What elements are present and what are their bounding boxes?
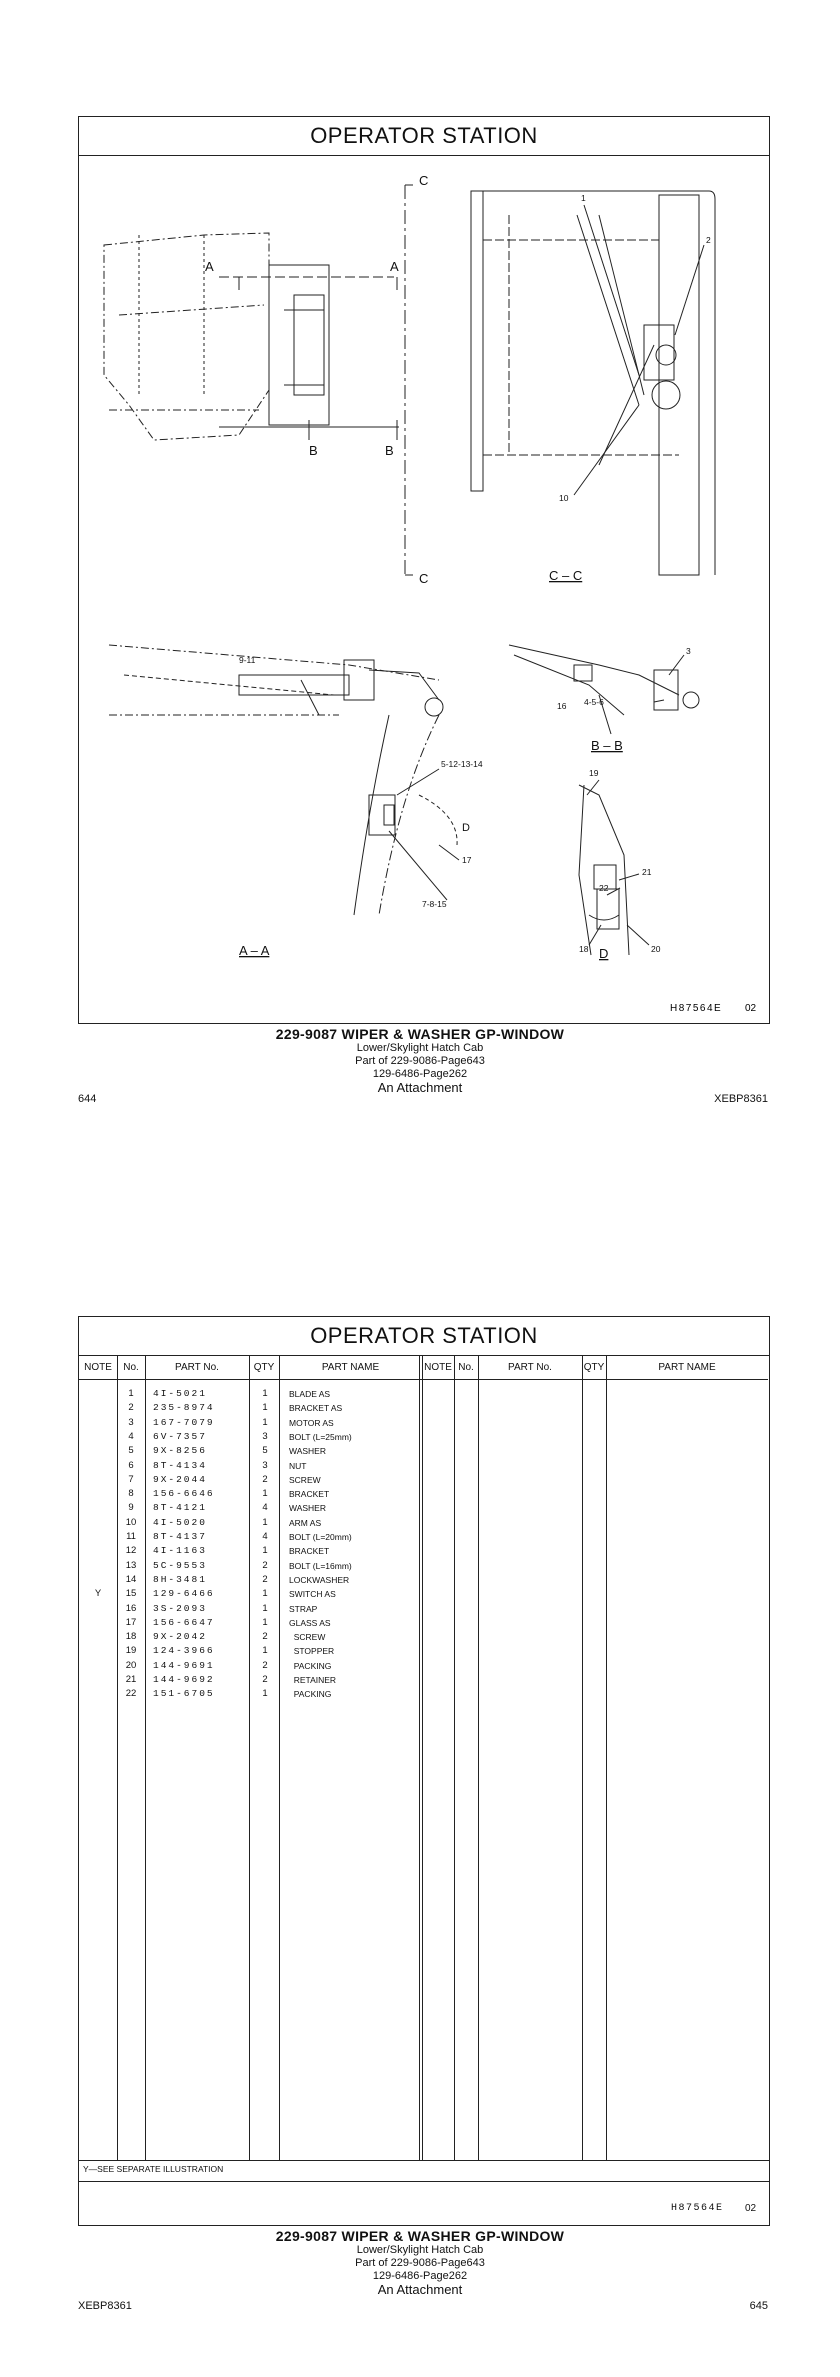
cell-name: BRACKET — [289, 1546, 330, 1557]
cell-note: Y — [94, 1588, 102, 1600]
figure-caption — [0, 2229, 840, 2296]
caption-line: 129-6486-Page262 — [372, 2270, 468, 2282]
cell-name: MOTOR AS — [289, 1417, 334, 1428]
cell-name: BRACKET AS — [289, 1403, 343, 1414]
cell-part: 144-9691 — [153, 1659, 215, 1671]
cell-no: 4 — [128, 1430, 134, 1442]
page-number: 645 — [749, 2300, 768, 2312]
section-b-b-view — [509, 645, 699, 715]
page-number: 644 — [78, 1093, 97, 1105]
table-row — [79, 1659, 419, 1673]
figure-code: H87564E — [670, 1003, 723, 1014]
col-header-no: No. — [117, 1355, 145, 1380]
table-row — [79, 1387, 419, 1401]
cell-name: SCREW — [289, 1474, 321, 1485]
callout-label: 22 — [599, 883, 609, 893]
cc-view-label: C – C — [549, 568, 583, 583]
cell-qty: 1 — [262, 1602, 268, 1614]
column-divider — [582, 1355, 583, 2160]
cell-qty: 1 — [262, 1688, 268, 1700]
cell-no: 21 — [125, 1674, 137, 1685]
table-row — [79, 1644, 419, 1658]
cell-name: LOCKWASHER — [289, 1574, 350, 1585]
cc-bottom-label: C — [419, 571, 429, 586]
cell-part: 124-3966 — [153, 1645, 215, 1657]
col-header-note: NOTE — [79, 1355, 117, 1380]
callout-label: 9-11 — [239, 655, 256, 665]
cell-name: STOPPER — [289, 1646, 335, 1657]
cell-qty: 1 — [262, 1416, 268, 1428]
table-row — [79, 1501, 419, 1515]
table-row — [79, 1473, 419, 1487]
cell-no: 5 — [128, 1445, 134, 1457]
cell-name: SWITCH AS — [289, 1589, 336, 1600]
callout-label: 7-8-15 — [422, 899, 447, 909]
footer-divider — [79, 2160, 769, 2161]
col-header-no: No. — [454, 1355, 478, 1380]
cell-name: BRACKET — [289, 1489, 330, 1500]
caption-line: Lower/Skylight Hatch Cab — [356, 2244, 484, 2256]
col-header-part-name: PART NAME — [606, 1355, 768, 1380]
figure-revision: 02 — [745, 2203, 757, 2214]
cell-part: 167-7079 — [153, 1416, 215, 1428]
cell-no: 11 — [126, 1531, 136, 1542]
table-row — [79, 1416, 419, 1430]
cell-part: 3S-2093 — [153, 1602, 207, 1614]
caption-line: An Attachment — [377, 2282, 463, 2297]
section-d-view — [579, 785, 629, 955]
cell-qty: 2 — [262, 1674, 268, 1685]
footnote: Y—SEE SEPARATE ILLUSTRATION — [83, 2164, 224, 2174]
doc-code: XEBP8361 — [78, 2300, 132, 2312]
cell-no: 1 — [128, 1388, 134, 1399]
cell-name: BLADE AS — [289, 1389, 331, 1399]
cell-qty: 3 — [262, 1430, 268, 1442]
cell-part: 4I-5021 — [153, 1388, 207, 1399]
caption-line: Lower/Skylight Hatch Cab — [356, 1042, 484, 1054]
cell-no: 22 — [125, 1688, 137, 1700]
cell-qty: 3 — [262, 1459, 268, 1471]
table-row — [79, 1573, 419, 1587]
cell-name: GLASS AS — [289, 1617, 331, 1628]
cell-name: WASHER — [289, 1446, 326, 1457]
cell-qty: 1 — [262, 1516, 268, 1528]
caption-title: 229-9087 WIPER & WASHER GP-WINDOW — [275, 2228, 565, 2244]
caption-line: Part of 229-9086-Page643 — [355, 2257, 485, 2269]
col-header-part-no: PART No. — [145, 1355, 249, 1380]
cell-qty: 1 — [262, 1488, 268, 1500]
callout-label: 5-12-13-14 — [441, 759, 483, 769]
cell-no: 13 — [125, 1559, 137, 1571]
cell-qty: 1 — [262, 1545, 268, 1557]
cell-qty: 5 — [262, 1445, 268, 1457]
table-row — [79, 1487, 419, 1501]
cell-no: 19 — [125, 1645, 137, 1657]
cc-top-label: C — [419, 173, 429, 188]
cell-qty: 2 — [262, 1631, 268, 1643]
d-view-label: D — [599, 946, 609, 961]
callout-label: 17 — [462, 855, 472, 865]
cell-no: 7 — [128, 1473, 134, 1485]
cell-name: PACKING — [289, 1689, 332, 1700]
a-left-label: A — [205, 259, 214, 274]
figure-caption — [0, 1027, 840, 1094]
figure-revision: 02 — [745, 1003, 757, 1014]
cell-no: 18 — [125, 1631, 137, 1643]
column-divider — [606, 1355, 607, 2160]
table-row — [79, 1401, 419, 1415]
cell-name: PACKING — [289, 1660, 332, 1671]
cell-part: 9X-2044 — [153, 1473, 207, 1485]
cell-part: 9X-8256 — [153, 1445, 207, 1457]
cell-no: 9 — [128, 1502, 134, 1514]
cell-no: 6 — [128, 1459, 134, 1471]
table-row — [79, 1673, 419, 1687]
table-row — [79, 1444, 419, 1458]
cell-qty: 2 — [262, 1573, 268, 1585]
cell-part: 4I-5020 — [153, 1516, 207, 1528]
section-a-a-view — [109, 645, 457, 915]
cell-qty: 2 — [262, 1559, 268, 1571]
section-c-c-view — [471, 191, 715, 575]
column-divider — [419, 1355, 420, 2160]
callout-label: 2 — [706, 235, 711, 245]
cell-qty: 1 — [262, 1388, 268, 1399]
parts-table — [79, 1387, 419, 1727]
cell-name: SCREW — [289, 1632, 326, 1643]
cell-no: 2 — [128, 1402, 134, 1414]
callout-label: 1 — [581, 193, 586, 203]
illustration-frame — [78, 116, 770, 1024]
callout-label: 4-5-6 — [584, 697, 604, 707]
cell-name: STRAP — [289, 1603, 318, 1614]
callout-label: 10 — [559, 493, 569, 503]
cell-qty: 1 — [262, 1616, 268, 1628]
bb-view-label: B – B — [591, 738, 623, 753]
cell-no: 15 — [125, 1588, 137, 1600]
callout-label: 21 — [642, 867, 652, 877]
cell-part: 151-6705 — [153, 1688, 215, 1700]
cell-qty: 4 — [262, 1531, 268, 1542]
cell-no: 3 — [128, 1416, 134, 1428]
table-row — [79, 1630, 419, 1644]
cell-part: 8H-3481 — [153, 1573, 207, 1585]
callout-label: 3 — [686, 646, 691, 656]
page-title: OPERATOR STATION — [79, 1317, 769, 1356]
cell-part: 156-6647 — [153, 1616, 215, 1628]
cell-no: 8 — [128, 1488, 134, 1500]
page-title: OPERATOR STATION — [79, 117, 769, 156]
column-divider — [454, 1355, 455, 2160]
cell-no: 16 — [125, 1602, 137, 1614]
table-row — [79, 1559, 419, 1573]
cell-part: 4I-1163 — [153, 1545, 207, 1557]
col-header-note: NOTE — [422, 1355, 454, 1380]
cell-part: 9X-2042 — [153, 1631, 207, 1643]
caption-line: An Attachment — [377, 1080, 463, 1095]
column-divider — [478, 1355, 479, 2160]
cell-name: BOLT (L=20mm) — [289, 1532, 352, 1542]
cell-part: 5C-9553 — [153, 1559, 207, 1571]
cab-front-view — [104, 233, 269, 440]
cell-qty: 1 — [262, 1588, 268, 1600]
cell-qty: 4 — [262, 1502, 268, 1514]
table-row — [79, 1587, 419, 1601]
callout-label: 19 — [589, 768, 599, 778]
a-right-label: A — [390, 259, 399, 274]
figure-code: H87564E — [671, 2203, 724, 2214]
cell-part: 156-6646 — [153, 1488, 215, 1500]
parts-list-frame — [78, 1316, 770, 2226]
cell-name: BOLT (L=16mm) — [289, 1560, 352, 1571]
cell-qty: 2 — [262, 1473, 268, 1485]
table-row — [79, 1544, 419, 1558]
table-row — [79, 1516, 419, 1530]
doc-code: XEBP8361 — [714, 1093, 768, 1105]
cell-no: 14 — [125, 1573, 137, 1585]
caption-title: 229-9087 WIPER & WASHER GP-WINDOW — [275, 1026, 565, 1042]
callout-label: D — [462, 822, 470, 834]
exploded-parts-diagram — [79, 155, 768, 1023]
table-row — [79, 1530, 419, 1544]
cell-part: 129-6466 — [153, 1588, 215, 1600]
col-header-part-no: PART No. — [478, 1355, 582, 1380]
cell-part: 235-8974 — [153, 1402, 215, 1414]
column-divider — [422, 1355, 423, 2160]
cell-name: RETAINER — [289, 1675, 337, 1685]
footer-divider — [79, 2181, 769, 2182]
b-right-label: B — [385, 443, 394, 458]
cell-qty: 1 — [262, 1402, 268, 1414]
col-header-part-name: PART NAME — [279, 1355, 422, 1380]
cell-name: NUT — [289, 1460, 307, 1471]
callout-label: 16 — [557, 701, 567, 711]
table-row — [79, 1602, 419, 1616]
cell-no: 20 — [125, 1659, 137, 1671]
cell-part: 8T-4134 — [153, 1459, 207, 1471]
cell-part: 8T-4137 — [153, 1531, 207, 1542]
table-row — [79, 1459, 419, 1473]
cell-name: BOLT (L=25mm) — [289, 1431, 352, 1442]
cell-qty: 2 — [262, 1659, 268, 1671]
cell-no: 10 — [125, 1516, 137, 1528]
table-row — [79, 1687, 419, 1701]
cell-name: ARM AS — [289, 1517, 322, 1528]
cell-no: 17 — [125, 1616, 137, 1628]
cell-part: 8T-4121 — [153, 1502, 207, 1514]
table-row — [79, 1616, 419, 1630]
col-header-qty: QTY — [249, 1355, 279, 1380]
caption-line: 129-6486-Page262 — [372, 1068, 468, 1080]
col-header-qty: QTY — [582, 1355, 606, 1380]
callout-label: 20 — [651, 944, 661, 954]
cell-no: 12 — [125, 1545, 137, 1557]
cell-qty: 1 — [262, 1645, 268, 1657]
table-row — [79, 1430, 419, 1444]
cell-name: WASHER — [289, 1503, 326, 1514]
caption-line: Part of 229-9086-Page643 — [355, 1055, 485, 1067]
aa-view-label: A – A — [239, 943, 270, 958]
callout-label: 18 — [579, 944, 589, 954]
cell-part: 6V-7357 — [153, 1430, 207, 1442]
b-left-label: B — [309, 443, 318, 458]
cell-part: 144-9692 — [153, 1674, 215, 1685]
